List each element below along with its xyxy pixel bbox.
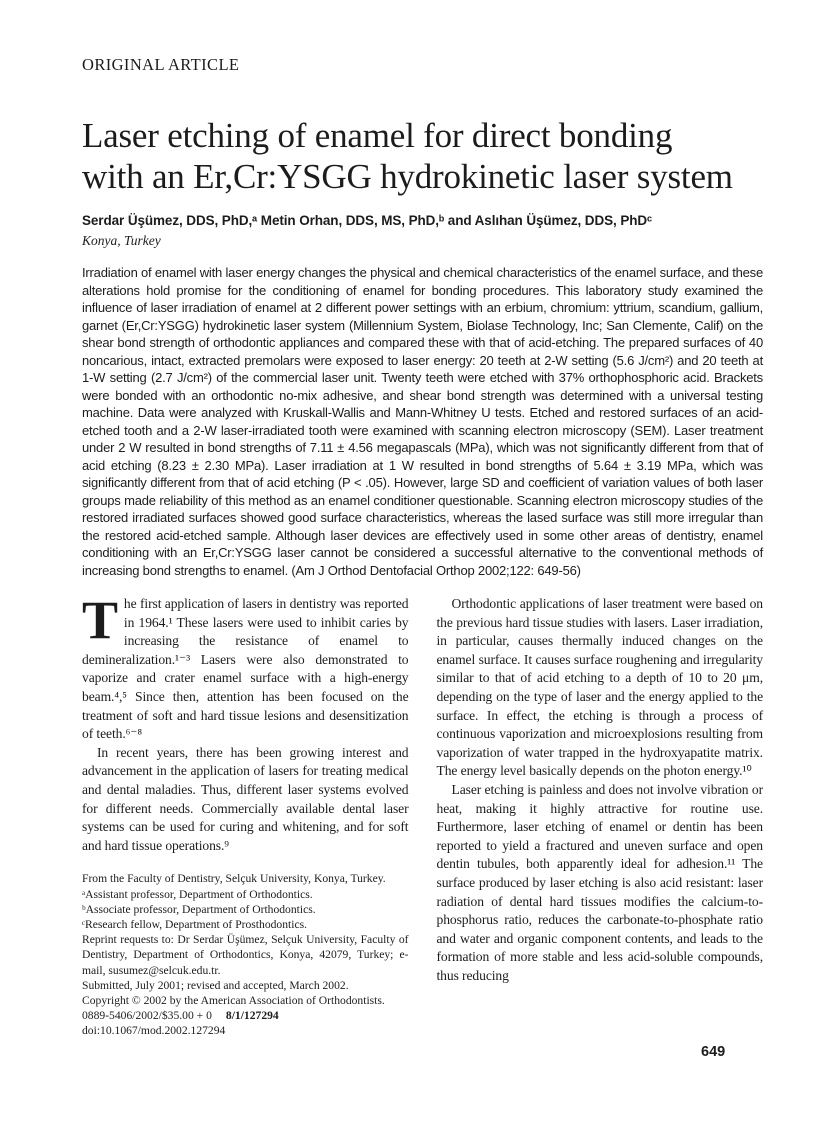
page-number: 649 xyxy=(701,1044,726,1060)
footnotes-block xyxy=(82,871,409,1038)
footnote-affiliation: From the Faculty of Dentistry, Selçuk University, Konya, Turkey. xyxy=(82,872,386,886)
article-title-line2: with an Er,Cr:YSGG hydrokinetic laser system xyxy=(82,157,733,196)
body-paragraph-3: Orthodontic applications of laser treatment were based on the previous hard tissue studies with lasers. Laser irradiation, in particular, causes thermally induced changes on the enamel surface. It causes surface roughening and irregularity similar to that of acid etching to a depth of 10 to 20 μm, depending on the type of laser and the energy applied to the surface. In effect, the etching is through a process of continuous vaporization and microexplosions resulting from vaporization of water trapped in the hydroxyapatite matrix. The energy level basically depends on the photon energy.¹⁰ xyxy=(436,596,763,779)
footnote-article-code: 8/1/127294 xyxy=(225,1009,279,1023)
article-title xyxy=(82,115,763,197)
body-paragraph-1-text: he first application of lasers in dentistry was reported in 1964.¹ These lasers were used to inhibit caries by increasing the resistance of enamel to demineralization.¹⁻³ Lasers were also demonstrated to vaporize and crater enamel surface with a high-energy beam.⁴,⁵ Since then, attention has been focused on the treatment of soft and hard tissue lesions and desensitization of teeth.⁶⁻⁸ xyxy=(82,596,409,742)
article-type-heading: ORIGINAL ARTICLE xyxy=(82,55,240,74)
footnote-author-b: ᵇAssociate professor, Department of Orthodontics. xyxy=(82,902,316,916)
drop-cap: T xyxy=(82,590,118,650)
footnote-submission-dates: Submitted, July 2001; revised and accepted, March 2002. xyxy=(82,978,349,992)
footnote-author-c: ᶜResearch fellow, Department of Prosthodontics. xyxy=(82,917,308,931)
footnote-author-a: ᵃAssistant professor, Department of Orthodontics. xyxy=(82,887,313,901)
author-location: Konya, Turkey xyxy=(82,233,161,248)
left-column xyxy=(82,590,409,1039)
author-byline: Serdar Üşümez, DDS, PhD,ᵃ Metin Orhan, DDS, MS, PhD,ᵇ and Aslıhan Üşümez, DDS, PhDᶜ xyxy=(82,213,653,228)
abstract-paragraph: Irradiation of enamel with laser energy changes the physical and chemical characteristics of the enamel surface, and these alterations hold promise for the conditioning of enamel for bonding procedures. This laboratory study examined the influence of laser irradiation of enamel at 2 different power settings with an erbium, chromium: yttrium, scandium, gallium, garnet (Er,Cr:YSGG) hydrokinetic laser system (Millennium System, Biolase Technology, Inc; San Clemente, Calif) on the shear bond strength of orthodontic appliances and compared these with that of acid-etching. The prepared surfaces of 40 noncarious, intact, extracted premolars were exposed to laser energy: 20 teeth at 2-W setting (5.6 J/cm²) and 20 teeth at 1-W setting (2.7 J/cm²) of the commercial laser unit. Twenty teeth were etched with 37% orthophosphoric acid. Brackets were bonded with an orthodontic no-mix adhesive, and shear bond strength was determined with a universal testing machine. Data were analyzed with Kruskall-Wallis and Mann-Whitney U tests. Etched and restored surfaces of an acid-etched tooth and a 2-W laser-irradiated tooth were examined with scanning electron microscopy (SEM). Laser treatment under 2 W resulted in bond strengths of 7.11 ± 4.56 megapascals (MPa), which was not significantly different from that of acid etching (8.23 ± 2.30 MPa). Laser irradiation at 1 W resulted in bond strengths of 5.64 ± 3.19 MPa, which was significantly different from that of acid etching (P < .05). However, large SD and coefficient of variation values of both laser groups made reliability of this method as an enamel conditioner questionable. Scanning electron microscopy studies of the restored irradiated surfaces showed good surface characteristics, whereas the lased surface was still more irregular than the restored acid-etched sample. Although laser devices are effectively used in some other areas of dentistry, enamel conditioning with an Er,Cr:YSGG laser cannot be considered a successful alternative to the conventional methods of increasing bond strengths to enamel. (Am J Orthod Dentofacial Orthop 2002;122: 649-56) xyxy=(82,265,763,578)
footnote-reprint-requests: Reprint requests to: Dr Serdar Üşümez, Selçuk University, Faculty of Dentistry, Department of Orthodontics, Konya, 42079, Turkey; e-mail, susumez@selcuk.edu.tr. xyxy=(82,933,409,977)
body-paragraph-2: In recent years, there has been growing interest and advancement in the application of lasers for treating medical and dental maladies. Thus, different laser systems evolved for different needs. Commercially available dental laser systems can be used for curing and whitening, and for soft and hard tissue operations.⁹ xyxy=(82,744,409,853)
page-content xyxy=(82,0,763,1039)
footnote-publication-codes xyxy=(82,1008,409,1023)
footnote-copyright: Copyright © 2002 by the American Association of Orthodontists. xyxy=(82,993,385,1007)
article-title-line1: Laser etching of enamel for direct bonding xyxy=(82,116,673,155)
body-paragraph-1 xyxy=(82,590,409,744)
right-column xyxy=(437,595,764,1039)
two-column-body xyxy=(82,590,763,1039)
footnote-issn-price: 0889-5406/2002/$35.00 + 0 xyxy=(82,1009,212,1023)
footnote-doi: doi:10.1067/mod.2002.127294 xyxy=(82,1024,226,1038)
body-paragraph-4: Laser etching is painless and does not involve vibration or heat, making it highly attractive for routine use. Furthermore, laser etching of enamel or dentin has been reported to yield a fractured and uneven surface and open dentin tubules, both apparently ideal for adhesion.¹¹ The surface produced by laser etching is also acid resistant: laser radiation of dental hard tissues modifies the calcium-to-phosphorus ratio, reduces the carbonate-to-phosphate ratio and water and organic component contents, and leads to the formation of more stable and less acid-soluble compounds, thus reducing xyxy=(436,781,763,983)
